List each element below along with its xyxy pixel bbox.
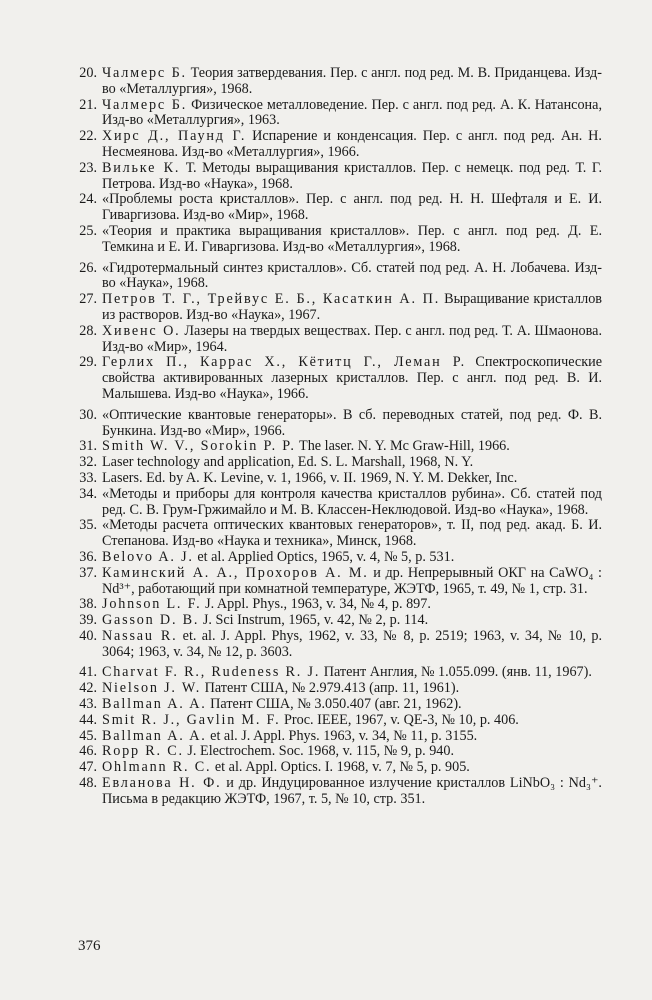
reference-item xyxy=(76,681,602,697)
reference-number: 32. xyxy=(79,454,97,471)
reference-number: 48. xyxy=(79,775,97,792)
reference-details: J. Sci Instrum, 1965, v. 42, № 2, p. 114. xyxy=(199,612,429,629)
reference-item xyxy=(76,665,602,681)
reference-author: Герлих П., Каррас Х., Кётитц Г., Леман Р. xyxy=(102,354,467,371)
reference-details: Физическое металловедение. Пер. с англ. под ред. А. К. Натансона, Изд-во «Металлургия», 1963. xyxy=(102,96,602,129)
reference-number: 23. xyxy=(79,159,97,176)
reference-number: 44. xyxy=(79,711,97,728)
reference-item xyxy=(76,487,602,519)
reference-number: 31. xyxy=(79,438,97,455)
reference-item xyxy=(76,439,602,455)
reference-text xyxy=(102,518,602,550)
reference-details: J. Electrochem. Soc. 1968, v. 115, № 9, p. 940. xyxy=(183,743,455,760)
reference-details: Теория затвердевания. Пер. с англ. под ред. М. В. Приданцева. Изд-во «Металлургия», 1968. xyxy=(102,65,602,97)
reference-number: 47. xyxy=(79,759,97,776)
reference-item xyxy=(76,776,602,808)
reference-details: Патент США, № 2.979.413 (апр. 11, 1961). xyxy=(201,680,460,697)
reference-details: Испарение и конденсация. Пер. с англ. под ред. Ан. Н. Несмеянова. Изд-во «Металлургия», 1966. xyxy=(102,128,602,160)
reference-text xyxy=(102,550,602,566)
reference-details: Лазеры на твердых веществах. Пер. с англ. под ред. Т. А. Шмаонова. Изд-во «Мир», 1964. xyxy=(102,322,602,355)
reference-text xyxy=(102,729,602,745)
reference-author: Вильке К. xyxy=(102,159,181,176)
reference-details: «Проблемы роста кристаллов». Пер. с англ. под ред. Н. Н. Шефталя и Е. И. Гиваргизова. Изд-во «Мир», 1968. xyxy=(102,191,602,224)
reference-details: Lasers. Ed. by A. K. Levine, v. 1, 1966, v. II. 1969, N. Y. M. Dekker, Inc. xyxy=(102,469,518,486)
reference-text xyxy=(102,98,602,130)
reference-item xyxy=(76,66,602,98)
reference-text xyxy=(102,487,602,519)
reference-number: 35. xyxy=(79,517,97,534)
reference-details: et al. J. Appl. Phys. 1963, v. 34, № 11, p. 3155. xyxy=(206,727,478,744)
reference-text xyxy=(102,224,602,256)
reference-item xyxy=(76,760,602,776)
reference-item xyxy=(76,192,602,224)
reference-author: Gasson D. B. xyxy=(102,612,200,629)
reference-number: 39. xyxy=(79,612,97,629)
reference-item xyxy=(76,324,602,356)
reference-text xyxy=(102,681,602,697)
reference-number: 46. xyxy=(79,743,97,760)
reference-text xyxy=(102,471,602,487)
reference-item xyxy=(76,455,602,471)
reference-text xyxy=(102,455,602,471)
reference-item xyxy=(76,597,602,613)
reference-number: 28. xyxy=(79,322,97,339)
reference-item xyxy=(76,518,602,550)
reference-text xyxy=(102,355,602,402)
reference-author: Nielson J. W. xyxy=(102,680,202,697)
reference-text xyxy=(102,760,602,776)
reference-author: Ballman A. A. xyxy=(102,727,207,744)
reference-number: 30. xyxy=(79,406,97,423)
reference-item xyxy=(76,697,602,713)
reference-author: Чалмерс Б. xyxy=(102,65,187,81)
reference-number: 42. xyxy=(79,680,97,697)
reference-text xyxy=(102,408,602,440)
reference-item xyxy=(76,550,602,566)
reference-details: et al. Applied Optics, 1965, v. 4, № 5, p. 531. xyxy=(193,548,455,565)
reference-details: «Методы и приборы для контроля качества кристаллов рубина». Сб. статей под ред. С. В. Грум-Гржимайло и М. В. Классен-Неклюдовой. Изд-во «Наука», 1968. xyxy=(102,485,602,518)
reference-text xyxy=(102,66,602,98)
reference-item xyxy=(76,566,602,598)
reference-author: Евланова Н. Ф. xyxy=(102,775,222,792)
reference-author: Ohlmann R. C. xyxy=(102,759,212,776)
reference-text xyxy=(102,292,602,324)
reference-details: «Методы расчета оптических квантовых генераторов», т. II, под ред. акад. Б. И. Степанова. Изд-во «Наука и техника», Минск, 1968. xyxy=(102,517,602,550)
reference-details: Выращивание кристаллов из растворов. Изд-во «Наука», 1967. xyxy=(102,291,602,323)
reference-author: Хирс Д., Паунд Г. xyxy=(102,128,247,145)
reference-author: Smit R. J., Gavlin M. F. xyxy=(102,711,281,728)
reference-text xyxy=(102,324,602,356)
reference-author: Ballman A. A. xyxy=(102,696,207,713)
reference-author: Петров Т. Г., Трейвус Е. Б., Касаткин А. П. xyxy=(102,291,441,308)
reference-author: Charvat F. R., Rudeness R. J. xyxy=(102,664,321,681)
reference-details: и др. Непрерывный ОКГ на CaWO₄ : Nd³⁺, работающий при комнатной температуре, ЖЭТФ, 1965, т. 49, № 1, стр. 31. xyxy=(102,564,602,597)
reference-item xyxy=(76,613,602,629)
reference-text xyxy=(102,439,602,455)
reference-item xyxy=(76,713,602,729)
reference-number: 24. xyxy=(79,191,97,208)
reference-item xyxy=(76,729,602,745)
reference-text xyxy=(102,597,602,613)
reference-details: et. al. J. Appl. Phys, 1962, v. 33, № 8, p. 2519; 1963, v. 34, № 10, p. 3064; 1963, v. 34, № 12, p. 3603. xyxy=(102,627,602,660)
reference-text xyxy=(102,192,602,224)
reference-author: Smith W. V., Sorokin P. P. xyxy=(102,438,296,455)
reference-number: 27. xyxy=(79,291,97,308)
reference-details: Патент Англия, № 1.055.099. (янв. 11, 1967). xyxy=(320,664,592,681)
reference-author: Ropp R. C. xyxy=(102,743,184,760)
reference-text xyxy=(102,261,602,293)
reference-author: Каминский А. А., Прохоров А. М. xyxy=(102,564,369,581)
reference-author: Belovo A. J. xyxy=(102,548,194,565)
reference-number: 29. xyxy=(79,354,97,371)
reference-number: 21. xyxy=(79,96,97,113)
reference-details: Патент США, № 3.050.407 (авг. 21, 1962). xyxy=(206,696,462,713)
reference-author: Nassau R. xyxy=(102,627,178,644)
reference-item xyxy=(76,161,602,193)
reference-details: The laser. N. Y. Mc Graw-Hill, 1966. xyxy=(295,438,510,455)
reference-details: et al. Appl. Optics. I. 1968, v. 7, № 5, p. 905. xyxy=(211,759,470,776)
reference-details: Т. Методы выращивания кристаллов. Пер. с немецк. под ред. Т. Г. Петрова. Изд-во «Наука», 1968. xyxy=(102,159,602,192)
reference-text xyxy=(102,129,602,161)
reference-number: 33. xyxy=(79,469,97,486)
reference-number: 22. xyxy=(79,128,97,145)
reference-text xyxy=(102,629,602,661)
reference-text xyxy=(102,713,602,729)
reference-text xyxy=(102,697,602,713)
reference-item xyxy=(76,224,602,256)
reference-number: 25. xyxy=(79,222,97,239)
reference-list xyxy=(76,66,602,808)
reference-details: J. Appl. Phys., 1963, v. 34, № 4, p. 897. xyxy=(201,596,431,613)
reference-details: и др. Индуцированное излучение кристаллов LiNbO₃ : Nd₃⁺. Письма в редакцию ЖЭТФ, 1967, т. 5, № 10, стр. 351. xyxy=(102,775,602,807)
reference-details: «Теория и практика выращивания кристаллов». Пер. с англ. под ред. Д. Е. Темкина и Е. И. Гиваргизова. Изд-во «Металлургия», 1968. xyxy=(102,222,602,255)
reference-number: 36. xyxy=(79,548,97,565)
reference-item xyxy=(76,408,602,440)
reference-text xyxy=(102,161,602,193)
reference-item xyxy=(76,744,602,760)
reference-item xyxy=(76,629,602,661)
reference-details: Спектроскопические свойства активированных лазерных кристаллов. Пер. с англ. под ред. В. И. Малышева. Изд-во «Наука», 1966. xyxy=(102,354,603,402)
reference-number: 45. xyxy=(79,727,97,744)
reference-number: 34. xyxy=(79,485,97,502)
reference-details: Laser technology and application, Ed. S. L. Marshall, 1968, N. Y. xyxy=(102,454,474,471)
reference-number: 43. xyxy=(79,696,97,713)
reference-number: 40. xyxy=(79,627,97,644)
reference-text xyxy=(102,776,602,808)
reference-text xyxy=(102,665,602,681)
reference-details: Proc. IEEE, 1967, v. QE-3, № 10, p. 406. xyxy=(280,711,519,728)
reference-details: «Гидротермальный синтез кристаллов». Сб. статей под ред. А. Н. Лобачева. Изд-во «Наука», 1968. xyxy=(102,259,602,292)
reference-number: 38. xyxy=(79,596,97,613)
reference-item xyxy=(76,471,602,487)
reference-number: 26. xyxy=(79,259,97,276)
reference-details: «Оптические квантовые генераторы». В сб. переводных статей, под ред. Ф. В. Бункина. Изд-во «Мир», 1966. xyxy=(102,406,602,439)
reference-number: 41. xyxy=(79,664,97,681)
reference-item xyxy=(76,355,602,402)
reference-number: 20. xyxy=(79,65,97,81)
reference-item xyxy=(76,98,602,130)
page-number: 376 xyxy=(78,938,101,954)
reference-text xyxy=(102,613,602,629)
reference-number: 37. xyxy=(79,564,97,581)
reference-item xyxy=(76,129,602,161)
reference-author: Чалмерс Б. xyxy=(102,96,188,113)
reference-text xyxy=(102,566,602,598)
reference-text xyxy=(102,744,602,760)
reference-item xyxy=(76,261,602,293)
reference-author: Хивенс О. xyxy=(102,322,181,339)
reference-item xyxy=(76,292,602,324)
reference-author: Johnson L. F. xyxy=(102,596,202,613)
